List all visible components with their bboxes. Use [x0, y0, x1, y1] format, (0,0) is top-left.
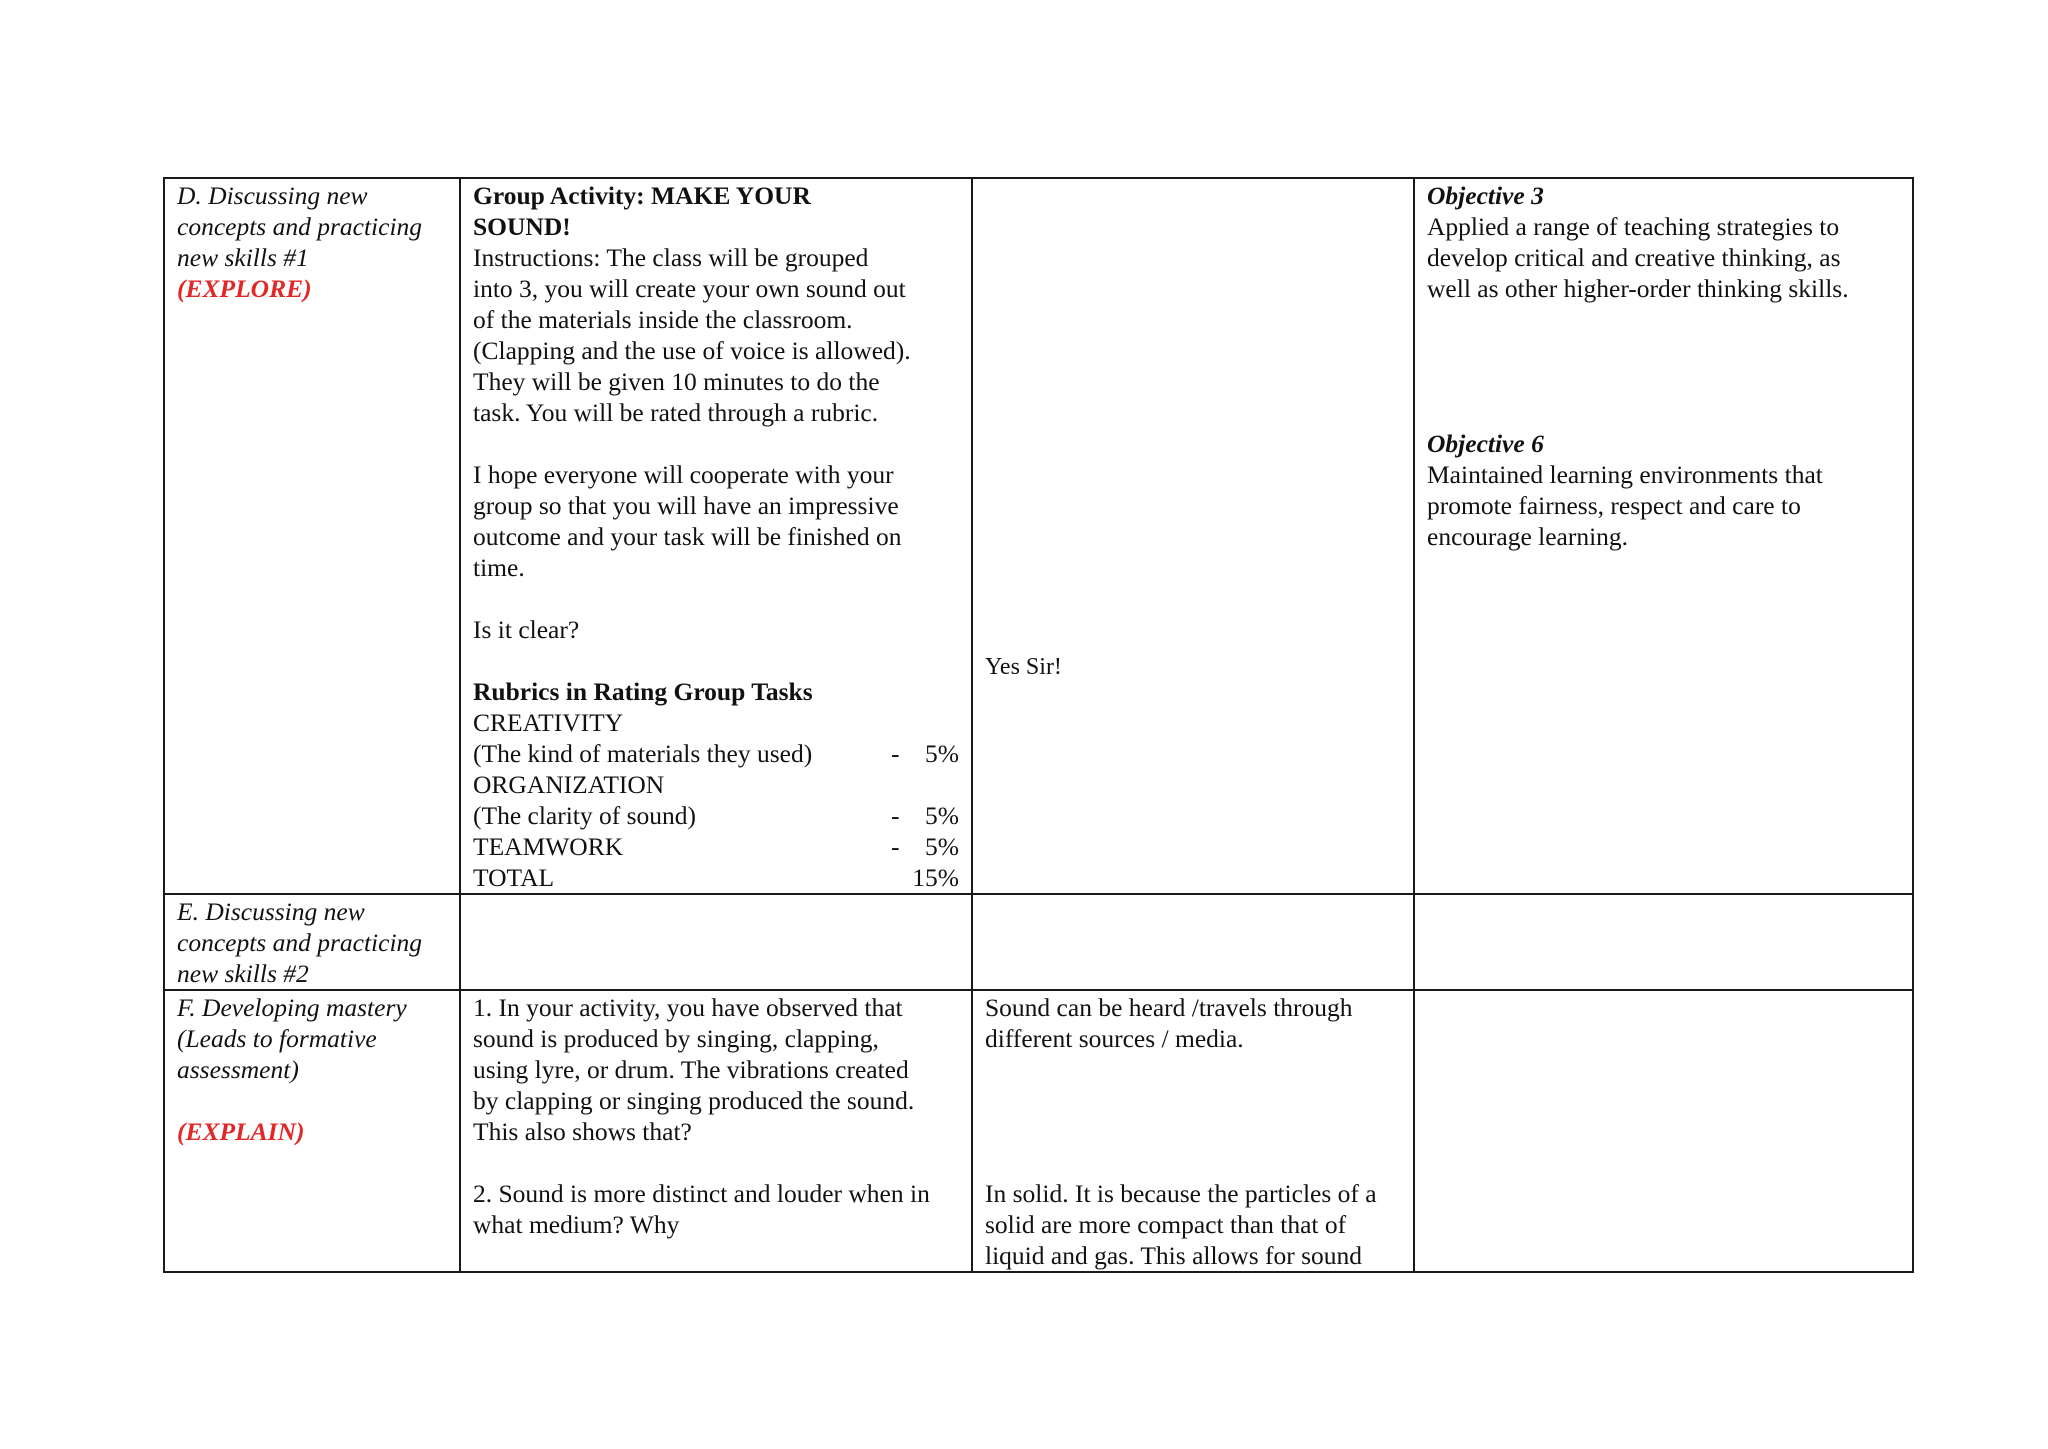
rubric-organization-value: - 5% — [891, 801, 959, 830]
teacher-activity-cell-f — [460, 990, 972, 1272]
objectives-cell-f — [1414, 990, 1913, 1272]
answer-2-line: liquid and gas. This allows for sound — [985, 1241, 1363, 1270]
objectives-cell-e — [1414, 894, 1913, 990]
table-row-d — [164, 178, 1913, 894]
rubric-title: Rubrics in Rating Group Tasks — [473, 677, 813, 706]
objective-6-line: Maintained learning environments that — [1427, 460, 1823, 489]
paragraph-gap — [473, 583, 959, 614]
stage-line: D. Discussing new — [177, 181, 368, 210]
paragraph-gap — [1427, 304, 1900, 428]
table-row-f — [164, 990, 1913, 1272]
stage-line: concepts and practicing — [177, 212, 423, 241]
teacher-activity-cell-e — [460, 894, 972, 990]
rubric-creativity-label: CREATIVITY — [473, 708, 624, 737]
stage-line: concepts and practicing — [177, 928, 423, 957]
hope-line: I hope everyone will cooperate with your — [473, 460, 894, 489]
instructions-line: into 3, you will create your own sound out — [473, 274, 906, 303]
hope-line: outcome and your task will be finished on — [473, 522, 902, 551]
stage-cell-d — [164, 178, 460, 894]
objective-6-line: promote fairness, respect and care to — [1427, 491, 1801, 520]
answer-2-line: solid are more compact than that of — [985, 1210, 1347, 1239]
rubric-teamwork-label: TEAMWORK — [473, 832, 624, 861]
activity-title-line: SOUND! — [473, 212, 571, 241]
rubric-organization-label: ORGANIZATION — [473, 770, 665, 799]
question-1-line: This also shows that? — [473, 1117, 692, 1146]
paragraph-gap — [473, 645, 959, 676]
objective-3-title: Objective 3 — [1427, 181, 1544, 210]
student-response-cell-f — [972, 990, 1414, 1272]
rubric-organization-desc: (The clarity of sound) — [473, 801, 697, 830]
stage-line: E. Discussing new — [177, 897, 365, 926]
question-2-line: what medium? Why — [473, 1210, 680, 1239]
question-1-line: 1. In your activity, you have observed that — [473, 993, 903, 1022]
rubric-total-value: 15% — [912, 863, 959, 892]
objective-6-title: Objective 6 — [1427, 429, 1544, 458]
question-1-line: by clapping or singing produced the sound. — [473, 1086, 915, 1115]
hope-line: time. — [473, 553, 525, 582]
answer-1-line: Sound can be heard /travels through — [985, 993, 1353, 1022]
answer-1-line: different sources / media. — [985, 1024, 1244, 1053]
hope-line: group so that you will have an impressive — [473, 491, 899, 520]
stage-line: F. Developing mastery — [177, 993, 407, 1022]
lesson-plan-table — [163, 177, 1914, 1273]
clarity-question: Is it clear? — [473, 615, 580, 644]
rubric-creativity-desc: (The kind of materials they used) — [473, 739, 813, 768]
paragraph-gap — [473, 1147, 959, 1178]
student-response: Yes Sir! — [985, 654, 1062, 680]
rubric-creativity-value: - 5% — [891, 739, 959, 768]
objective-3-line: Applied a range of teaching strategies to — [1427, 212, 1840, 241]
stage-cell-f — [164, 990, 460, 1272]
paragraph-gap — [473, 428, 959, 459]
stage-line: new skills #2 — [177, 959, 309, 988]
student-response-cell-d — [972, 178, 1414, 894]
instructions-line: of the materials inside the classroom. — [473, 305, 853, 334]
stage-line: assessment) — [177, 1055, 299, 1084]
stage-line: new skills #1 — [177, 243, 309, 272]
objective-3-line: well as other higher-order thinking skills. — [1427, 274, 1849, 303]
instructions-line: Instructions: The class will be grouped — [473, 243, 869, 272]
instructions-line: They will be given 10 minutes to do the — [473, 367, 880, 396]
question-2-line: 2. Sound is more distinct and louder when in — [473, 1179, 930, 1208]
teacher-activity-cell-d — [460, 178, 972, 894]
paragraph-gap — [177, 1085, 447, 1116]
rubric-total-label: TOTAL — [473, 863, 555, 892]
question-1-line: using lyre, or drum. The vibrations created — [473, 1055, 909, 1084]
question-1-line: sound is produced by singing, clapping, — [473, 1024, 879, 1053]
rubric-creativity-row — [473, 738, 959, 769]
rubric-teamwork-value: - 5% — [891, 832, 959, 861]
activity-title-line: Group Activity: MAKE YOUR — [473, 181, 811, 210]
rubric-total-row — [473, 862, 959, 893]
table-row-e — [164, 894, 1913, 990]
answer-2-line: In solid. It is because the particles of a — [985, 1179, 1377, 1208]
stage-line: (Leads to formative — [177, 1024, 377, 1053]
stage-tag-explore: (EXPLORE) — [177, 274, 312, 303]
rubric-teamwork-row — [473, 831, 959, 862]
instructions-line: (Clapping and the use of voice is allowed). — [473, 336, 911, 365]
objectives-cell-d — [1414, 178, 1913, 894]
objective-6-line: encourage learning. — [1427, 522, 1629, 551]
paragraph-gap — [985, 1054, 1401, 1178]
rubric-organization-row — [473, 800, 959, 831]
student-response-cell-e — [972, 894, 1414, 990]
stage-tag-explain: (EXPLAIN) — [177, 1117, 305, 1146]
objective-3-line: develop critical and creative thinking, as — [1427, 243, 1841, 272]
stage-cell-e — [164, 894, 460, 990]
instructions-line: task. You will be rated through a rubric. — [473, 398, 879, 427]
